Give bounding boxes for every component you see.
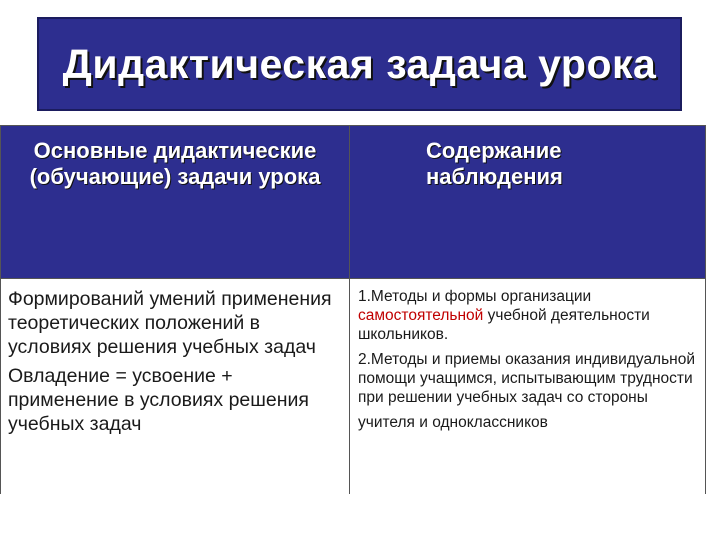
table-header-row: [1, 126, 705, 278]
observation-item-methods: [358, 287, 697, 344]
observation-item-methods-start: 1.Методы и формы организации: [358, 288, 592, 305]
header-cell-observation-content: Содержание наблюдения: [426, 138, 563, 189]
highlight-word: самостоятельной: [358, 307, 484, 324]
task-paragraph-skills: Формирований умений применения теоретических положений в условиях решения учебных задач: [8, 288, 332, 358]
observation-item-help: 2.Методы и приемы оказания индивидуальной помощи учащимся, испытывающим трудности при решении учебных задач со стороны: [358, 351, 696, 406]
didactic-tasks-table: [0, 125, 706, 494]
table-body-row: [1, 278, 705, 494]
title-banner: [37, 17, 682, 111]
observation-item-help-continued: учителя и одноклассников: [358, 414, 548, 431]
body-cell-tasks: [1, 279, 350, 494]
body-cell-observation: [350, 279, 705, 494]
page-title: Дидактическая задача урока: [62, 40, 657, 87]
observation-item-methods-end: учебной деятельности школьников.: [358, 307, 650, 343]
header-cell-main-tasks: Основные дидактические (обучающие) задачи урока: [1, 126, 350, 278]
task-paragraph-mastery: Овладение = усвоение + применение в условиях решения учебных задач: [8, 365, 309, 435]
